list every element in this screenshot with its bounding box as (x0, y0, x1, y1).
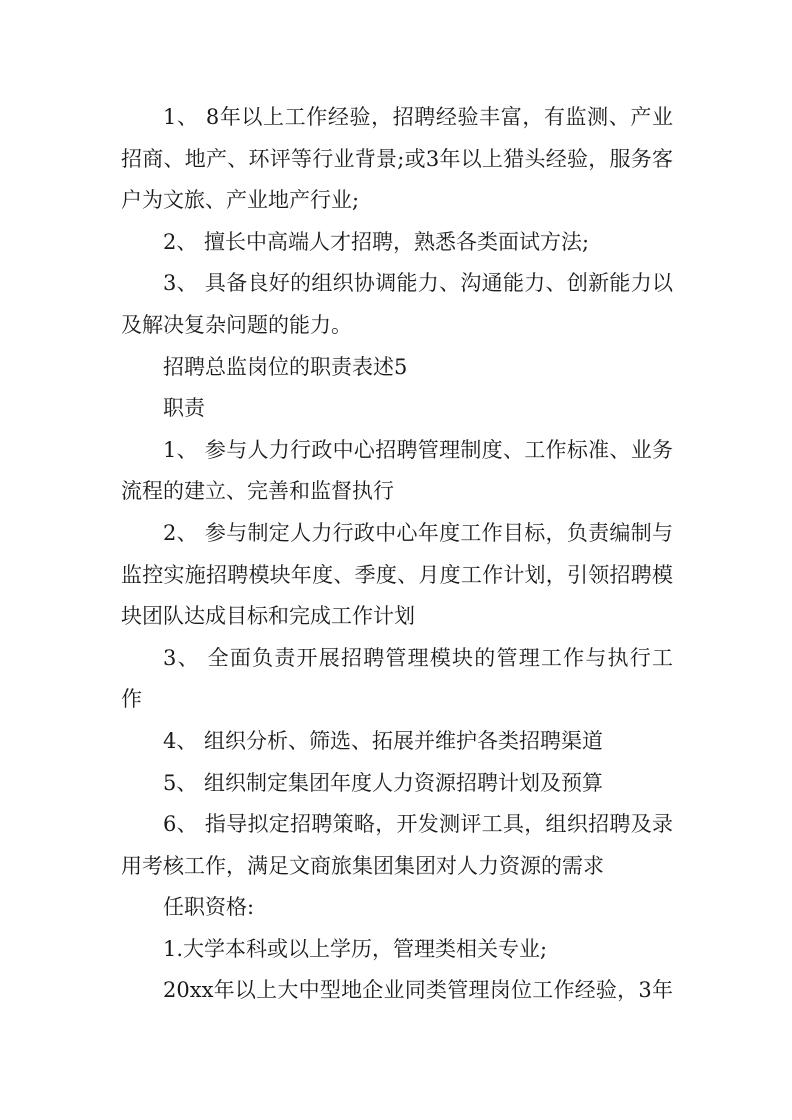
section-title: 招聘总监岗位的职责表述5 (163, 354, 408, 379)
requirement-line-1-cont: 招商、地产、环评等行业背景;或3年以上猎头经验，服务客 (121, 146, 673, 171)
duty-line-2-cont: 监控实施招聘模块年度、季度、月度工作计划，引领招聘模 (121, 562, 673, 587)
qualification-line-1: 1.大学本科或以上学历，管理类相关专业; (163, 936, 548, 961)
duty-line-6-end: 用考核工作，满足文商旅集团集团对人力资源的需求 (121, 853, 604, 878)
requirement-line-2: 2、 擅长中高端人才招聘，熟悉各类面试方法; (163, 229, 590, 254)
section-heading-qualifications: 任职资格: (163, 895, 255, 920)
requirement-line-3-end: 及解决复杂问题的能力。 (121, 312, 352, 337)
duty-line-1: 1、 参与人力行政中心招聘管理制度、工作标准、业务 (163, 437, 673, 462)
requirement-line-1: 1、 8年以上工作经验，招聘经验丰富，有监测、产业 (163, 105, 673, 129)
qualification-line-2: 20xx年以上大中型地企业同类管理岗位工作经验，3年 (163, 978, 673, 1003)
duty-line-1-end: 流程的建立、完善和监督执行 (121, 479, 394, 504)
duty-line-2-end: 块团队达成目标和完成工作计划 (121, 604, 415, 629)
duty-line-4: 4、 组织分析、筛选、拓展并维护各类招聘渠道 (163, 728, 604, 753)
duty-line-5: 5、 组织制定集团年度人力资源招聘计划及预算 (163, 770, 604, 795)
requirement-line-3: 3、 具备良好的组织协调能力、沟通能力、创新能力以 (163, 271, 673, 296)
requirement-line-1-end: 户为文旅、产业地产行业; (121, 188, 360, 213)
duty-line-3-end: 作 (121, 687, 142, 712)
document-body (121, 97, 673, 1012)
duty-line-2: 2、 参与制定人力行政中心年度工作目标，负责编制与 (163, 520, 673, 545)
section-heading-duties: 职责 (163, 396, 205, 421)
duty-line-6: 6、 指导拟定招聘策略，开发测评工具，组织招聘及录 (163, 812, 673, 837)
duty-line-3: 3、 全面负责开展招聘管理模块的管理工作与执行工 (163, 645, 673, 670)
